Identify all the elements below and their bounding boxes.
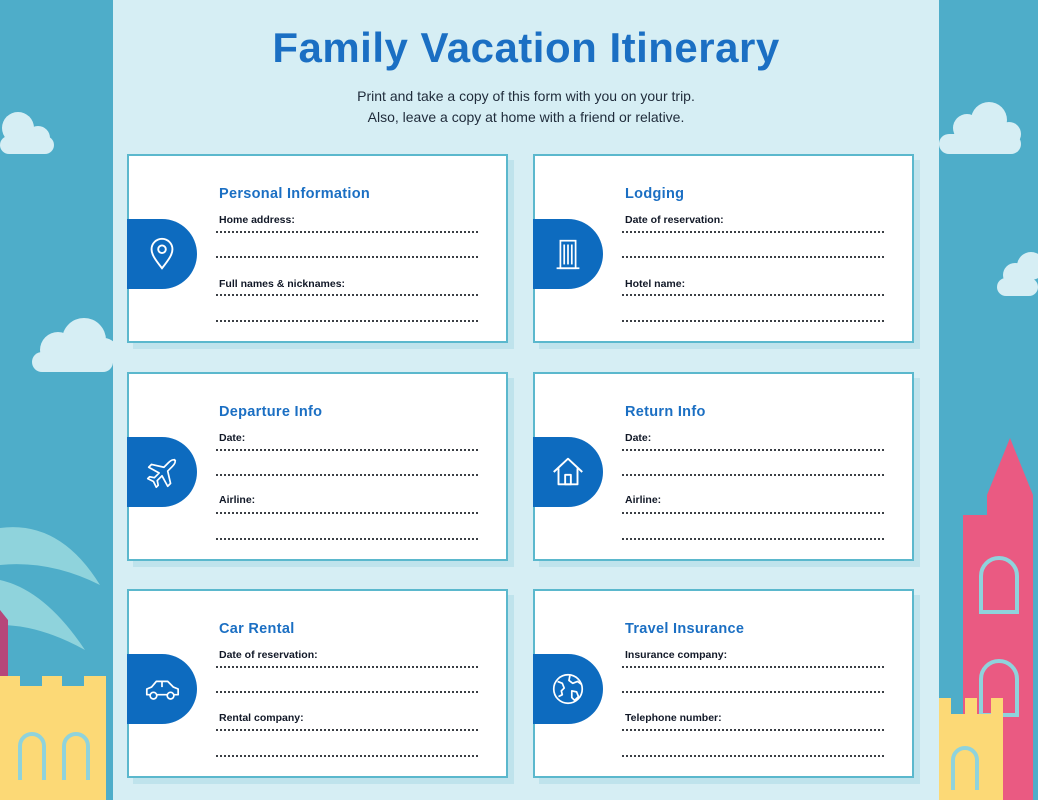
card-travel-insurance bbox=[533, 589, 914, 778]
page-subtitle bbox=[113, 86, 939, 128]
field-label: Rental company: bbox=[219, 712, 304, 724]
write-line[interactable] bbox=[622, 256, 884, 258]
cloud-icon bbox=[939, 102, 1038, 296]
write-line[interactable] bbox=[216, 666, 478, 668]
castle-icon bbox=[939, 698, 1003, 800]
write-line[interactable] bbox=[622, 755, 884, 757]
field-label: Full names & nicknames: bbox=[219, 278, 346, 290]
write-line[interactable] bbox=[216, 474, 478, 476]
write-line[interactable] bbox=[216, 256, 478, 258]
background-illustration-right bbox=[939, 0, 1038, 800]
field-label: Airline: bbox=[219, 494, 256, 506]
field-label: Date: bbox=[625, 432, 652, 444]
write-line[interactable] bbox=[216, 320, 478, 322]
field-label: Date of reservation: bbox=[219, 649, 318, 661]
write-line[interactable] bbox=[622, 320, 884, 322]
write-line[interactable] bbox=[216, 538, 478, 540]
subtitle-line-1: Print and take a copy of this form with you on your trip. bbox=[357, 88, 695, 104]
write-line[interactable] bbox=[622, 474, 884, 476]
field-label: Hotel name: bbox=[625, 278, 686, 290]
field-label: Home address: bbox=[219, 214, 295, 226]
cloud-icon bbox=[0, 112, 113, 372]
write-line[interactable] bbox=[622, 691, 884, 693]
castle-icon bbox=[0, 676, 106, 800]
card-personal-information bbox=[127, 154, 508, 343]
field-label: Telephone number: bbox=[625, 712, 722, 724]
card-title: Departure Info bbox=[219, 404, 323, 420]
location-pin-icon bbox=[127, 219, 197, 289]
write-line[interactable] bbox=[622, 666, 884, 668]
write-line[interactable] bbox=[216, 729, 478, 731]
globe-icon bbox=[533, 654, 603, 724]
write-line[interactable] bbox=[216, 512, 478, 514]
palm-leaf-icon bbox=[0, 527, 100, 650]
page-title: Family Vacation Itinerary bbox=[272, 24, 780, 71]
card-title: Personal Information bbox=[219, 186, 371, 202]
field-label: Date of reservation: bbox=[625, 214, 724, 226]
write-line[interactable] bbox=[216, 755, 478, 757]
write-line[interactable] bbox=[622, 729, 884, 731]
card-departure-info bbox=[127, 372, 508, 561]
field-label: Insurance company: bbox=[625, 649, 728, 661]
card-title: Return Info bbox=[625, 404, 706, 420]
itinerary-sheet bbox=[113, 0, 939, 800]
write-line[interactable] bbox=[216, 231, 478, 233]
field-label: Airline: bbox=[625, 494, 662, 506]
write-line[interactable] bbox=[622, 512, 884, 514]
card-car-rental bbox=[127, 589, 508, 778]
card-title: Lodging bbox=[625, 186, 685, 202]
write-line[interactable] bbox=[216, 294, 478, 296]
write-line[interactable] bbox=[622, 538, 884, 540]
card-return-info bbox=[533, 372, 914, 561]
card-lodging bbox=[533, 154, 914, 343]
field-label: Date: bbox=[219, 432, 246, 444]
write-line[interactable] bbox=[622, 294, 884, 296]
write-line[interactable] bbox=[622, 231, 884, 233]
airplane-icon bbox=[127, 437, 197, 507]
car-icon bbox=[127, 654, 197, 724]
write-line[interactable] bbox=[216, 449, 478, 451]
background-illustration-left bbox=[0, 0, 113, 800]
write-line[interactable] bbox=[216, 691, 478, 693]
hotel-building-icon bbox=[533, 219, 603, 289]
subtitle-line-2: Also, leave a copy at home with a friend or relative. bbox=[367, 109, 685, 125]
card-title: Travel Insurance bbox=[625, 621, 745, 637]
write-line[interactable] bbox=[622, 449, 884, 451]
card-title: Car Rental bbox=[219, 621, 295, 637]
house-icon bbox=[533, 437, 603, 507]
